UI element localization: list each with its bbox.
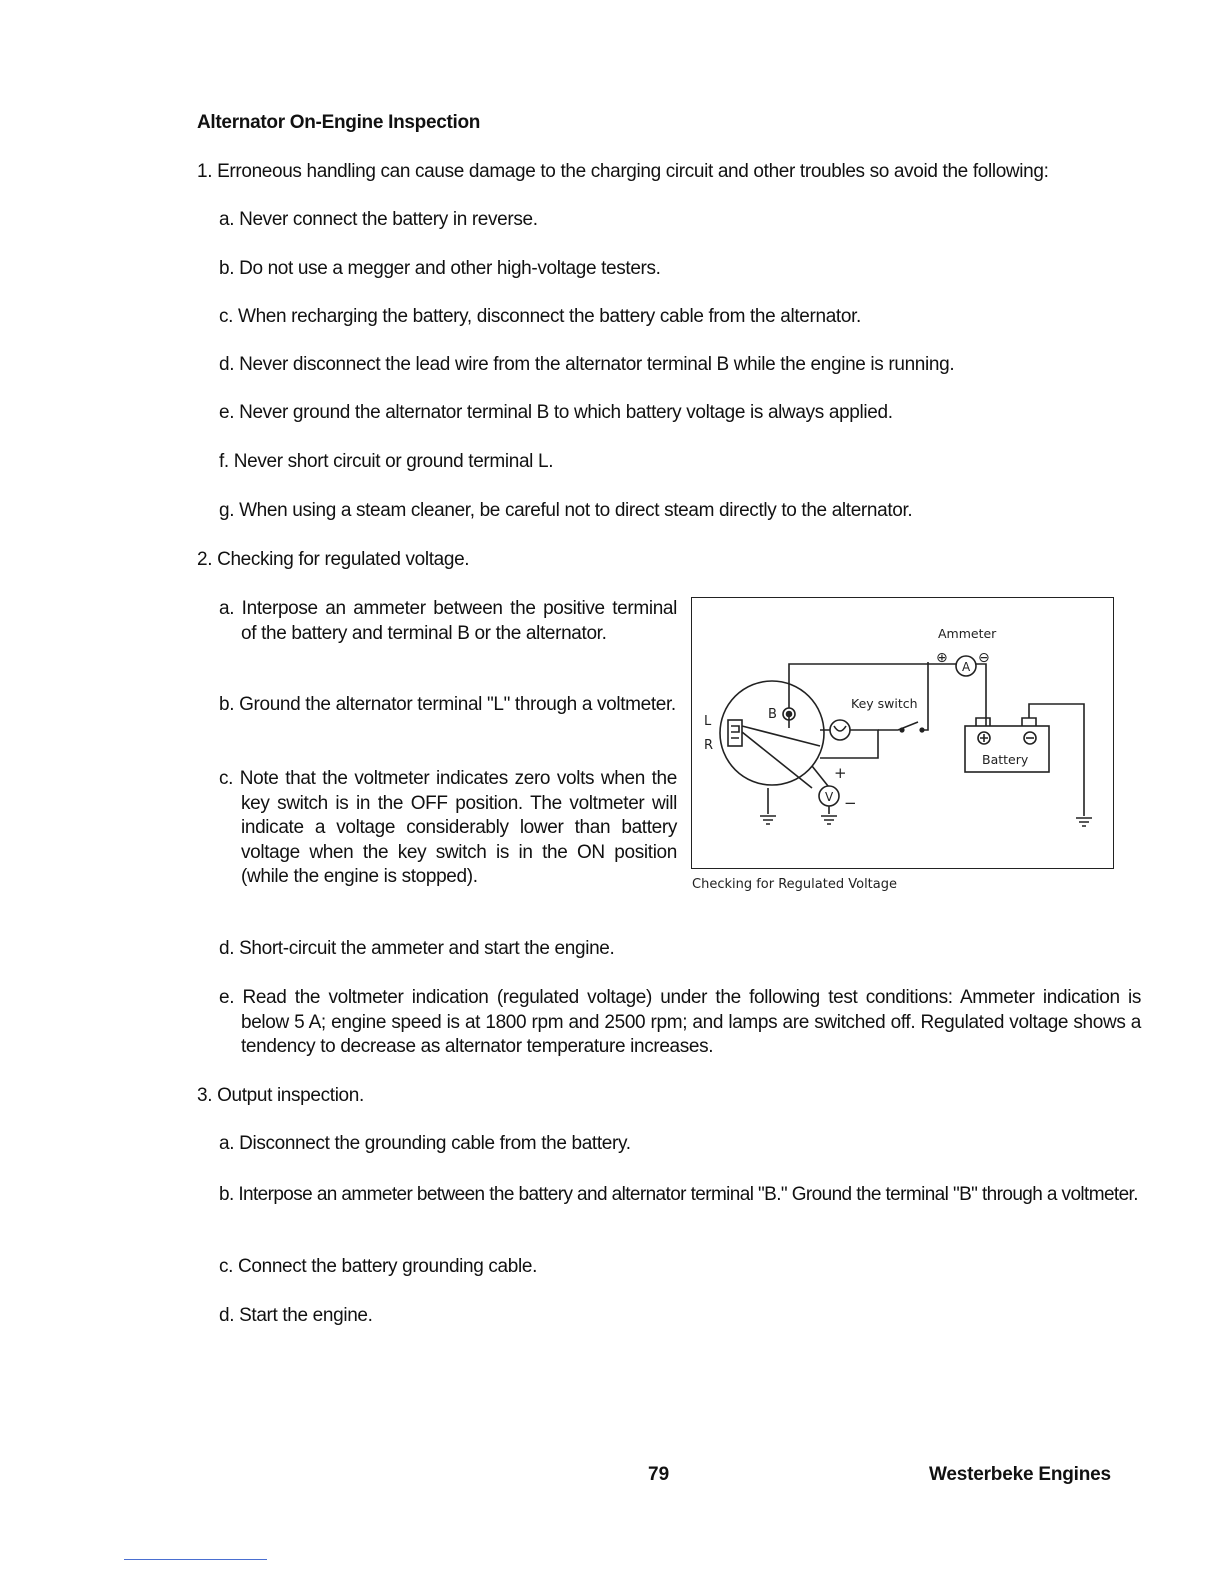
circuit-diagram — [692, 598, 1115, 870]
section-heading: Alternator On-Engine Inspection — [197, 112, 481, 133]
ammeter-symbol: A — [962, 660, 971, 674]
battery-label: Battery — [982, 752, 1029, 767]
ground-icon-voltmeter — [821, 816, 837, 824]
terminal-r-label: R — [704, 738, 714, 753]
section1-item-b: b. Do not use a megger and other high-voltage testers. — [219, 258, 661, 279]
page-number: 79 — [648, 1464, 670, 1485]
ammeter-minus: ⊖ — [978, 650, 990, 666]
section3-item-c: c. Connect the battery grounding cable. — [219, 1256, 538, 1277]
figure-caption: Checking for Regulated Voltage — [692, 877, 897, 892]
section1-item-e: e. Never ground the alternator terminal B to which battery voltage is always applied. — [219, 402, 893, 423]
section1-item-g: g. When using a steam cleaner, be careful not to direct steam directly to the alternator. — [219, 500, 913, 521]
section1-intro: 1. Erroneous handling can cause damage to the charging circuit and other troubles so avoid the following: — [197, 161, 1049, 182]
section3-item-d: d. Start the engine. — [219, 1305, 373, 1326]
terminal-l-label: L — [704, 714, 712, 729]
voltmeter-minus: − — [844, 794, 857, 812]
ammeter-plus: ⊕ — [936, 650, 948, 666]
section3-item-b: b. Interpose an ammeter between the battery and alternator terminal "B." Ground the terminal "B" through a voltmeter. — [219, 1184, 1138, 1205]
regulated-voltage-diagram — [691, 597, 1114, 869]
section3-intro: 3. Output inspection. — [197, 1085, 364, 1106]
section2-item-b: b. Ground the alternator terminal "L" through a voltmeter. — [219, 694, 676, 715]
section2-item-c: c. Note that the voltmeter indicates zero volts when the key switch is in the OFF position. The voltmeter will indicate a voltage considerably lower than battery voltage when the key switch is in the ON position (while the engine is stopped). — [219, 768, 677, 887]
section2-item-d: d. Short-circuit the ammeter and start the engine. — [219, 938, 615, 959]
section1-item-d: d. Never disconnect the lead wire from the alternator terminal B while the engine is running. — [219, 354, 955, 375]
section2-intro: 2. Checking for regulated voltage. — [197, 549, 470, 570]
ground-icon-battery — [1076, 818, 1092, 826]
section1-item-c: c. When recharging the battery, disconnect the battery cable from the alternator. — [219, 306, 861, 327]
section1-item-f: f. Never short circuit or ground terminal L. — [219, 451, 554, 472]
terminal-b-label: B — [768, 707, 777, 722]
voltmeter-symbol: V — [825, 790, 834, 804]
section2-item-a: a. Interpose an ammeter between the positive terminal of the battery and terminal B or the alternator. — [219, 598, 677, 644]
voltmeter-plus: + — [834, 764, 847, 782]
ground-icon-alternator — [760, 816, 776, 824]
section1-item-a: a. Never connect the battery in reverse. — [219, 209, 538, 230]
section3-item-a: a. Disconnect the grounding cable from the battery. — [219, 1133, 631, 1154]
regulator-terminal-icon — [728, 720, 742, 746]
key-switch-label: Key switch — [851, 696, 918, 711]
scan-edge-line — [124, 1559, 267, 1560]
lamp-icon — [830, 720, 850, 740]
section2-item-e: e. Read the voltmeter indication (regulated voltage) under the following test conditions: Ammeter indication is below 5 A; engine speed is at 1800 rpm and 2500 rpm; and lamps are switched off. Regulated voltage shows a tendency to decrease as alternator temperature increases. — [219, 987, 1141, 1057]
footer-brand: Westerbeke Engines — [929, 1464, 1111, 1485]
ammeter-label: Ammeter — [938, 626, 997, 641]
